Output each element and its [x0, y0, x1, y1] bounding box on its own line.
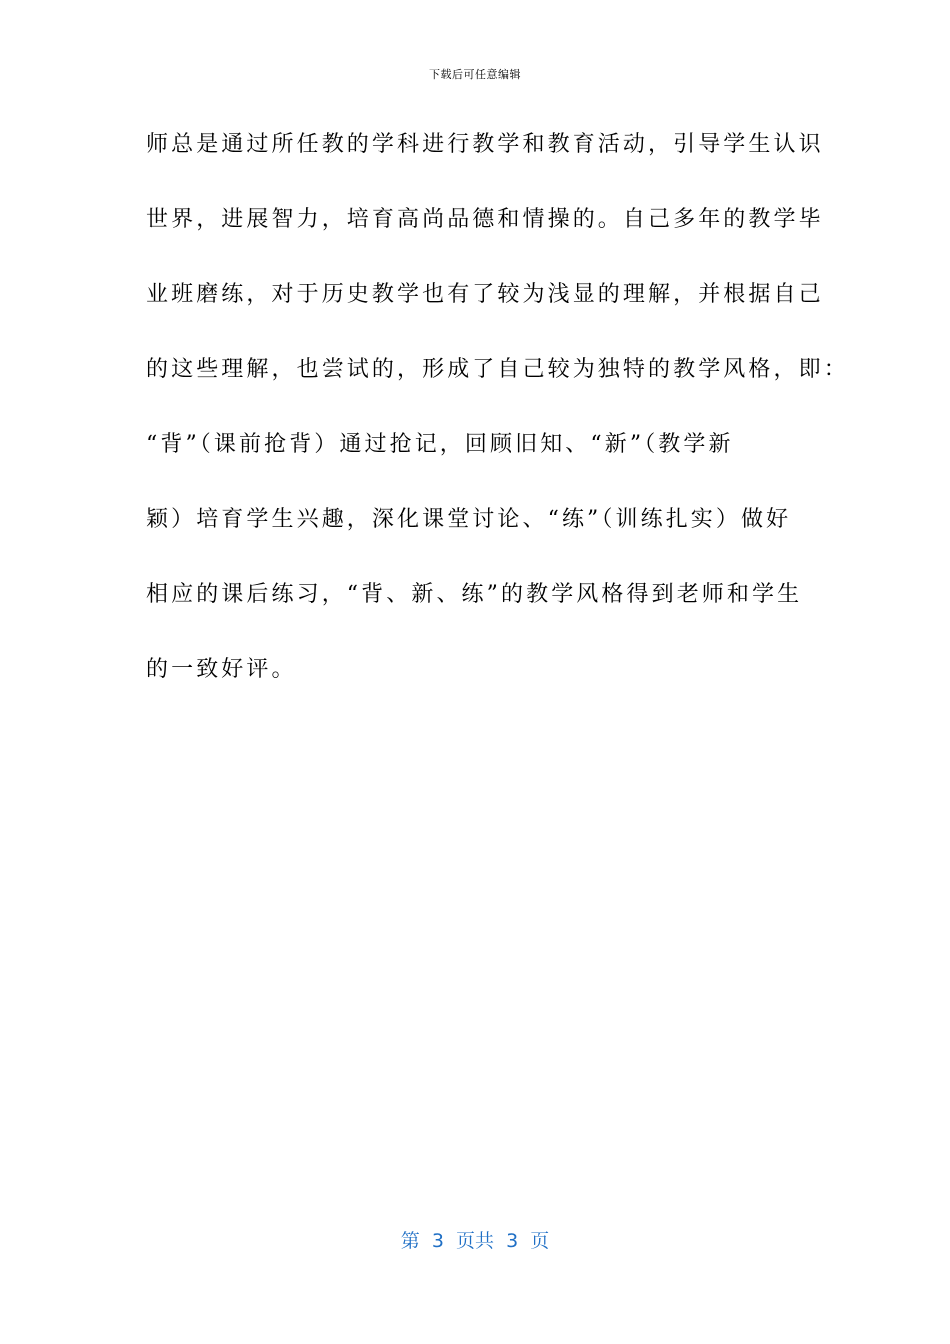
text-line: 师总是通过所任教的学科进行教学和教育活动，引导学生认识 [146, 132, 824, 157]
body-text [146, 125, 849, 725]
text-line: 世界，进展智力，培育高尚品德和情操的。自己多年的教学毕 [146, 207, 824, 232]
text-line: 相应的课后练习，“背、新、练”的教学风格得到老师和学生 [146, 582, 803, 607]
text-line: “背”（课前抢背）通过抢记，回顾旧知、“新”（教学新 [146, 432, 734, 457]
text-line: 业班磨练，对于历史教学也有了较为浅显的理解，并根据自己 [146, 282, 824, 307]
page-header: 下载后可任意编辑 [429, 68, 521, 81]
text-line: 颖）培育学生兴趣，深化课堂讨论、“练”（训练扎实）做好 [146, 507, 792, 532]
text-line: 的一致好评。 [146, 657, 297, 682]
text-line: 的这些理解，也尝试的，形成了自己较为独特的教学风格，即： [146, 357, 849, 382]
page-number-footer: 第 3 页共 3 页 [400, 1230, 550, 1252]
